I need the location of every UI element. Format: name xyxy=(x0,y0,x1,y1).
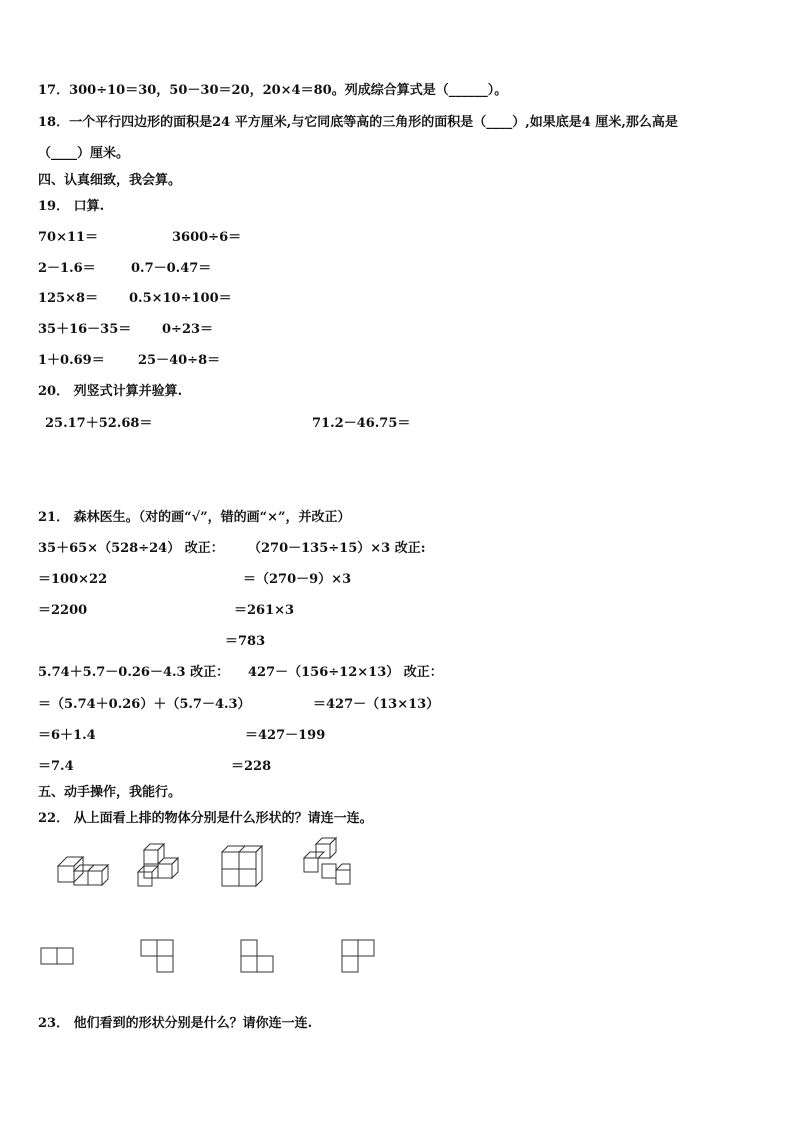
q21-step: 35＋65×（528÷24） 改正： xyxy=(38,541,224,556)
question-21: 21． 森林医生。（对的画“√”，错的画“×”，并改正） xyxy=(38,510,351,525)
top-view-shape-1 xyxy=(40,946,76,968)
q21-step: ＝（270－9）×3 xyxy=(243,572,352,587)
question-17: 17．300÷10＝30，50－30＝20，20×4＝80。列成综合算式是（______）。 xyxy=(38,83,508,98)
q21-step: ＝427－（13×13） xyxy=(313,697,440,712)
question-19: 19． 口算. xyxy=(38,199,105,214)
q21-step: ＝100×22 xyxy=(38,572,108,587)
q21-step: ＝（5.74＋0.26）＋（5.7－4.3） xyxy=(38,697,251,712)
q19-item: 3600÷6＝ xyxy=(172,230,242,245)
cube-stack-figure-1 xyxy=(56,852,106,888)
cube-stack-figure-2 xyxy=(134,840,190,892)
q19-item: 2－1.6＝ xyxy=(38,261,96,276)
section-5-heading: 五、动手操作，我能行。 xyxy=(38,785,182,800)
q20-item-b: 71.2－46.75＝ xyxy=(312,416,411,431)
q21-step: ＝261×3 xyxy=(234,603,295,618)
question-18-line1: 18．一个平行四边形的面积是24 平方厘米,与它同底等高的三角形的面积是（____）,如果底是4 厘米,那么高是 xyxy=(38,115,678,130)
cube-stack-figure-3 xyxy=(218,842,268,890)
q19-item: 125×8＝ xyxy=(38,291,99,306)
q20-item-a: 25.17＋52.68＝ xyxy=(45,416,153,431)
q21-step: ＝427－199 xyxy=(245,728,326,743)
section-4-heading: 四、认真细致，我会算。 xyxy=(38,173,182,188)
q21-step: （270－135÷15）×3 改正: xyxy=(248,541,426,556)
question-22: 22． 从上面看上排的物体分别是什么形状的？请连一连。 xyxy=(38,811,373,826)
q21-step: ＝783 xyxy=(225,634,266,649)
question-18-line2: （____）厘米。 xyxy=(38,146,130,161)
q19-item: 0÷23＝ xyxy=(162,322,214,337)
q19-item: 25－40÷8＝ xyxy=(138,353,221,368)
top-view-shape-2 xyxy=(140,938,178,976)
q21-step: ＝228 xyxy=(231,759,272,774)
top-view-shape-4 xyxy=(341,938,379,976)
q21-step: ＝7.4 xyxy=(38,759,74,774)
q21-step: ＝2200 xyxy=(38,603,88,618)
q19-item: 1＋0.69＝ xyxy=(38,353,105,368)
q21-step: 5.74＋5.7－0.26－4.3 改正： xyxy=(38,665,230,680)
q21-step: 427－（156÷12×13） 改正： xyxy=(248,665,443,680)
question-23: 23． 他们看到的形状分别是什么？请你连一连. xyxy=(38,1016,313,1031)
top-view-shape-3 xyxy=(240,938,278,976)
cube-stack-figure-4 xyxy=(298,834,354,892)
question-20: 20． 列竖式计算并验算. xyxy=(38,384,183,399)
q19-item: 35＋16－35＝ xyxy=(38,322,132,337)
q19-item: 70×11＝ xyxy=(38,230,99,245)
q19-item: 0.5×10÷100＝ xyxy=(129,291,232,306)
q19-item: 0.7－0.47＝ xyxy=(131,261,212,276)
q21-step: ＝6＋1.4 xyxy=(38,728,96,743)
